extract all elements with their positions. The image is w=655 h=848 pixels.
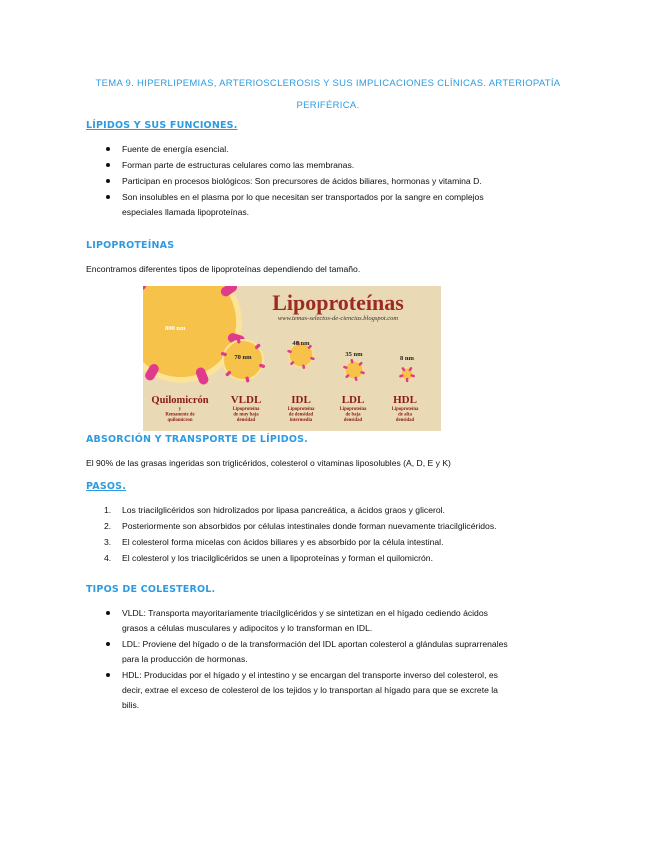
particle-description: Lipoproteína	[232, 407, 260, 412]
particle-description: densidad	[395, 418, 415, 424]
heading-tipos: TIPOS DE COLESTEROL.	[86, 584, 216, 595]
item-text: Los triacilglicéridos son hidrolizados por lipasa pancreática, a ácidos graos y glicerol.	[122, 505, 445, 515]
particle-description: de densidad	[288, 412, 314, 418]
particle-description: quilomicron	[167, 418, 193, 424]
list-item: Forman parte de estructuras celulares como las membranas.	[86, 158, 516, 173]
particle-name: VLDL	[230, 394, 262, 406]
heading-pasos: PASOS.	[86, 481, 127, 492]
particle-description: Lipoproteína	[287, 407, 315, 412]
item-text: El colesterol y los triacilglicéridos se unen a lipoproteínas y forman el quilomicrón.	[122, 553, 433, 563]
list-item	[86, 519, 516, 534]
particle-description: intermedia	[289, 418, 313, 424]
title-line-2: PERIFÉRICA.	[296, 100, 360, 111]
item-text: El colesterol forma micelas con ácidos biliares y es absorbido por la célula intestinal.	[122, 537, 444, 547]
particle-description: y	[178, 407, 182, 412]
lipoproteinas-intro: Encontramos diferentes tipos de lipoproteínas dependiendo del tamaño.	[86, 264, 361, 274]
list-item: Son insolubles en el plasma por lo que necesitan ser transportados por la sangre en complejos especiales llamada lipoproteínas.	[86, 190, 516, 220]
particle-description: densidad	[343, 418, 363, 424]
particle-description: Lipoproteína	[391, 407, 419, 412]
particle-name: LDL	[341, 394, 365, 406]
list-item	[86, 535, 516, 550]
list-tipos	[86, 606, 516, 714]
item-number: 4.	[104, 553, 112, 563]
particle-name: IDL	[291, 394, 311, 406]
item-text: Posteriormente son absorbidos por células intestinales donde forman nuevamente triacilglicéridos.	[122, 521, 497, 531]
list-item: Participan en procesos biológicos: Son precursores de ácidos biliares, hormonas y vitamina D.	[86, 174, 516, 189]
size-label: 800 nm	[165, 325, 186, 332]
particle-name: Quilomicrón	[151, 395, 209, 406]
particle-description: de alta	[398, 412, 412, 418]
absorcion-intro: El 90% de las grasas ingeridas son triglicéridos, colesterol o vitaminas liposolubles (A, D, E y K)	[86, 458, 451, 468]
list-item	[86, 551, 516, 566]
size-label: 40 nm	[292, 340, 310, 347]
lipoproteinas-illustration	[143, 286, 441, 431]
list-lipidos	[86, 142, 516, 221]
size-label: 35 nm	[345, 351, 363, 358]
document-title	[88, 73, 568, 117]
particle-description: densidad	[236, 418, 256, 424]
figure-url: www.temas-selectos-de-ciencias.blogspot.com	[277, 315, 399, 322]
list-item: LDL: Proviene del hígado o de la transformación del IDL aportan colesterol a glándulas suprarrenales para la producción de hormonas.	[86, 637, 516, 667]
list-item: VLDL: Transporta mayoritariamente triacilglicéridos y se sintetizan en el hígado cediendo ácidos grasos a células musculares y adipocitos y lo transforman en IDL.	[86, 606, 516, 636]
title-line-1: TEMA 9. HIPERLIPEMIAS, ARTERIOSCLEROSIS Y SUS IMPLICACIONES CLÍNICAS. ARTERIOPATÍA	[95, 78, 561, 89]
item-number: 2.	[104, 521, 112, 531]
item-number: 1.	[104, 505, 112, 515]
list-pasos	[86, 503, 516, 567]
list-item	[86, 503, 516, 518]
particle-description: de baja	[345, 412, 361, 418]
size-label: 8 nm	[400, 355, 414, 362]
heading-lipoproteinas: LIPOPROTEÍNAS	[86, 240, 175, 251]
list-item: Fuente de energía esencial.	[86, 142, 516, 157]
figure-title: Lipoproteínas	[272, 290, 404, 315]
particle-description: Remanente de	[165, 412, 195, 418]
surface-protein	[406, 378, 409, 383]
heading-lipidos: LÍPIDOS Y SUS FUNCIONES.	[86, 120, 238, 131]
lipoproteinas-figure	[143, 286, 441, 431]
particle-description: de muy baja	[233, 412, 259, 418]
particle-description: Lipoproteína	[339, 407, 367, 412]
item-number: 3.	[104, 537, 112, 547]
heading-absorcion: ABSORCIÓN Y TRANSPORTE DE LÍPIDOS.	[86, 434, 308, 445]
size-label: 70 nm	[234, 354, 252, 361]
particle-name: HDL	[393, 394, 417, 406]
list-item: HDL: Producidas por el hígado y el intestino y se encargan del transporte inverso del colesterol, es decir, extrae el exceso de colesterol de los tejidos y lo transportan al hígado para que se excrete la bilis.	[86, 668, 516, 713]
